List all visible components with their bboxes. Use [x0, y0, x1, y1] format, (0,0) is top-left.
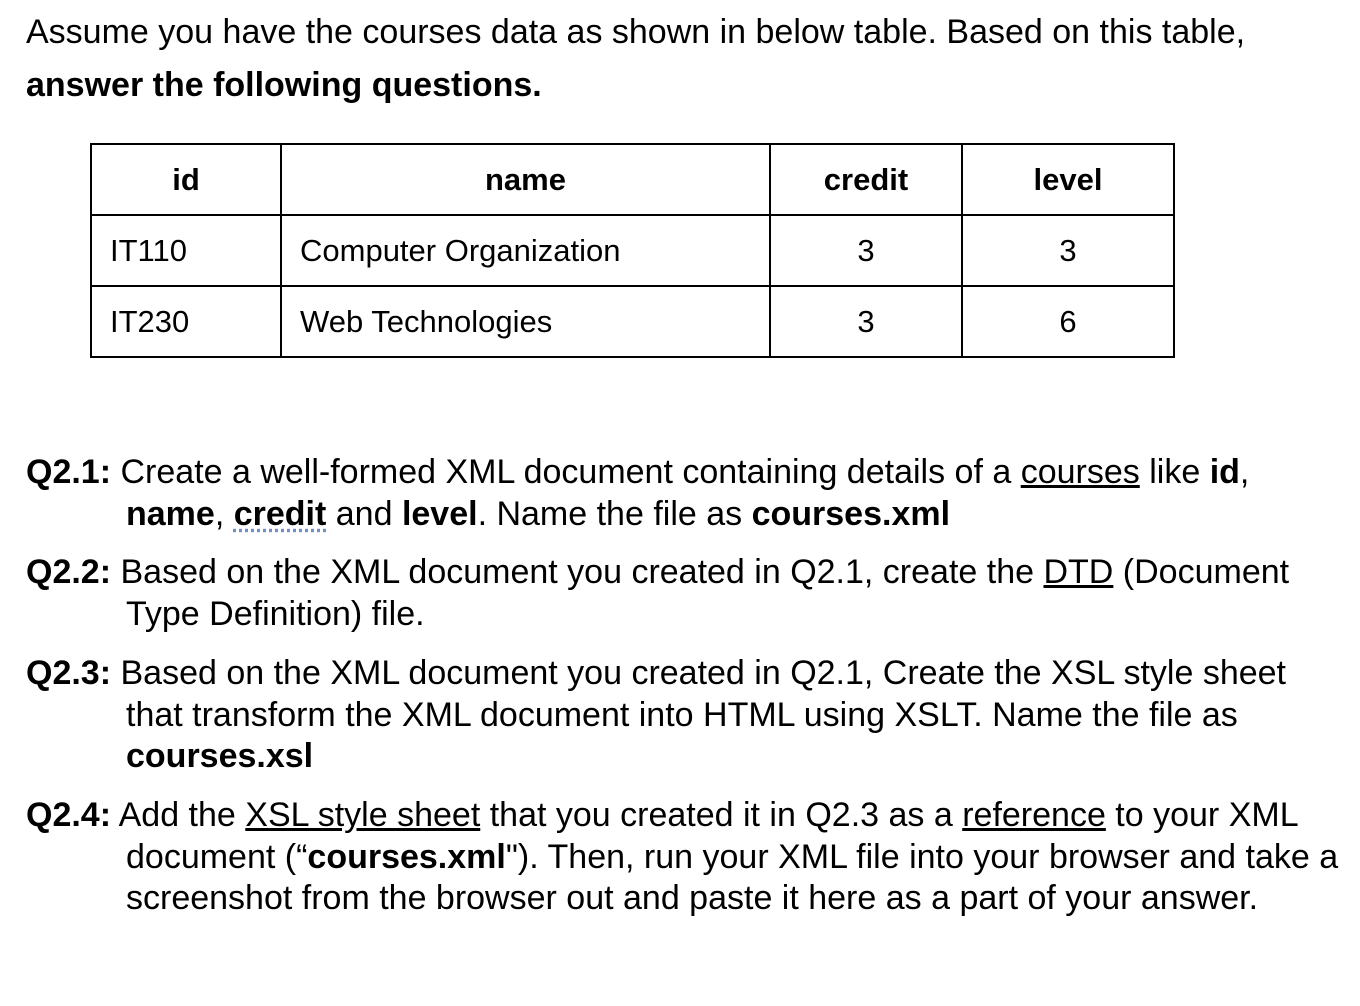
dtd-underlined: DTD [1043, 553, 1114, 591]
table-header-row [91, 144, 1174, 215]
file-name: courses.xml [751, 494, 951, 533]
cell-credit: 3 [770, 286, 962, 357]
intro-text: Assume you have the courses data as shown in below table. Based on this table, [26, 13, 1246, 51]
question-2-1 [26, 452, 1346, 535]
question-text: Add the [111, 796, 246, 834]
header-id: id [91, 144, 281, 215]
question-text: Based on the XML document you created in Q2.1, create the [111, 553, 1044, 591]
intro-bold-text: answer the following questions. [26, 66, 542, 104]
question-text: Based on the XML document you created in Q2.1, Create the XSL style sheet that transform the XML document into HTML using XSLT. Name the file as [111, 654, 1286, 734]
table-row [91, 286, 1174, 357]
table-row [91, 215, 1174, 286]
question-2-3 [26, 653, 1346, 778]
cell-name: Web Technologies [281, 286, 770, 357]
question-text: "). Then, run your XML file into your browser and take a screenshot from the browser out and paste it here as a part of your answer. [126, 837, 1339, 917]
cell-level: 6 [962, 286, 1174, 357]
xsl-stylesheet-underlined: XSL style sheet [245, 796, 481, 834]
field-credit: credit [233, 494, 327, 533]
question-text: (Document Type Definition) file. [126, 553, 1290, 633]
field-level: level [401, 494, 478, 533]
question-text: Create a well-formed XML document containing details of a [111, 453, 1021, 491]
question-text: , [214, 494, 234, 533]
courses-table [90, 143, 1175, 358]
question-text: that you created it in Q2.3 as a [480, 796, 963, 834]
question-label: Q2.4: [26, 796, 112, 834]
question-text: like [1139, 453, 1210, 491]
cell-level: 3 [962, 215, 1174, 286]
intro-paragraph [26, 6, 1326, 112]
cell-credit: 3 [770, 215, 962, 286]
courses-underlined: courses [1020, 453, 1140, 491]
question-2-2 [26, 552, 1346, 635]
question-label: Q2.3: [26, 654, 112, 692]
reference-underlined: reference [962, 796, 1106, 834]
field-name: name [126, 494, 215, 533]
field-id: id [1209, 453, 1240, 491]
file-name: courses.xsl [126, 737, 314, 775]
cell-id: IT230 [91, 286, 281, 357]
question-label: Q2.1: [26, 453, 112, 491]
header-name: name [281, 144, 770, 215]
question-text: , [1239, 453, 1250, 491]
question-text: to your XML document (“ [126, 796, 1298, 876]
cell-id: IT110 [91, 215, 281, 286]
cell-name: Computer Organization [281, 215, 770, 286]
question-text: and [326, 494, 402, 533]
question-2-4 [26, 795, 1346, 920]
file-name: courses.xml [307, 837, 506, 876]
header-credit: credit [770, 144, 962, 215]
question-text: . Name the file as [477, 494, 752, 533]
question-label: Q2.2: [26, 553, 112, 591]
header-level: level [962, 144, 1174, 215]
